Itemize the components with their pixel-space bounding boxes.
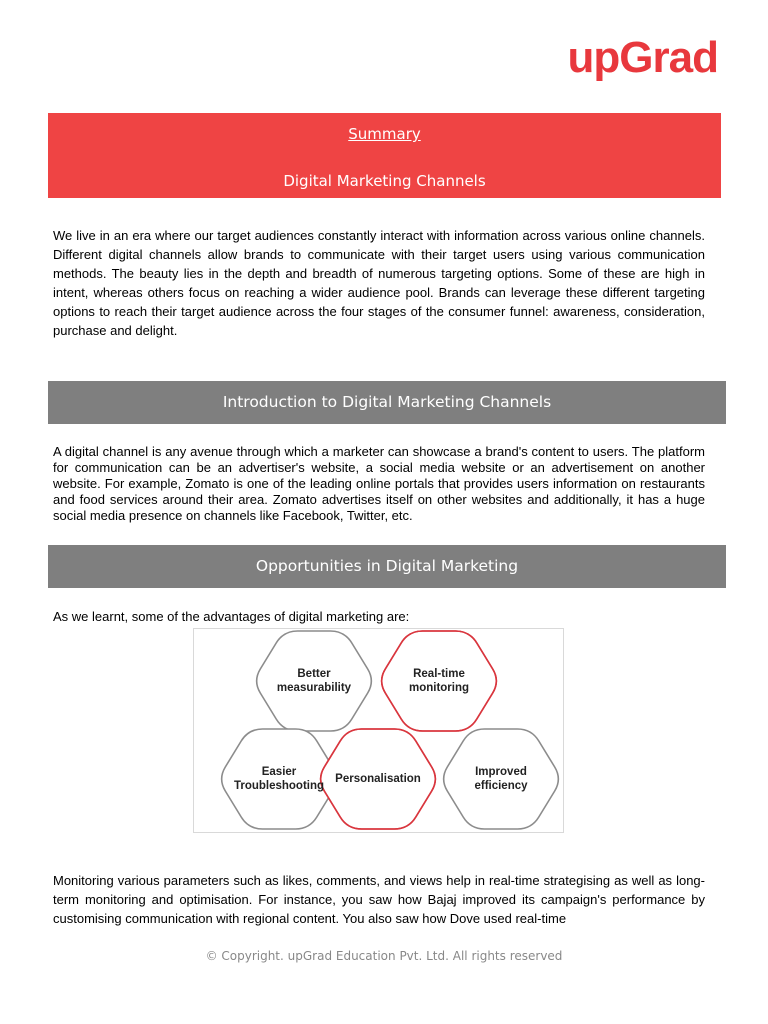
advantages-diagram	[193, 628, 564, 833]
opportunities-followup: Monitoring various parameters such as likes, comments, and views help in real-time strategising as well as long-term monitoring and optimisation. For instance, you saw how Bajaj improved its campaign's performance by customising communication with regional content. You also saw how Dove used real-time	[53, 873, 705, 926]
intro-paragraph: A digital channel is any avenue through which a marketer can showcase a brand's content to users. The platform for communication can be an advertiser's website, a social media website or an advertisement on another website. For example, Zomato is one of the leading online portals that provides users information on restaurants and food services around their area. Zomato advertises itself on other websites and additionally, it has a huge social media presence on channels like Facebook, Twitter, etc.	[53, 444, 705, 523]
advantage-label: Personalisation	[335, 773, 421, 785]
summary-title: Summary	[348, 125, 421, 143]
copyright-footer: © Copyright. upGrad Education Pvt. Ltd. All rights reserved	[205, 949, 563, 963]
advantage-label: Easier Troubleshooting	[233, 766, 325, 792]
opportunities-section-heading: Opportunities in Digital Marketing	[48, 545, 726, 588]
summary-subtitle: Digital Marketing Channels	[283, 172, 486, 190]
intro-section-heading: Introduction to Digital Marketing Channels	[48, 381, 726, 424]
upgrad-logo: upGrad	[567, 33, 718, 82]
advantage-label: Improved efficiency	[474, 766, 528, 792]
summary-paragraph: We live in an era where our target audiences constantly interact with information across various online channels. Different digital channels allow brands to communicate with their target users using various communication methods. The beauty lies in the depth and breadth of numerous targeting options. Some of these are high in intent, whereas others focus on reaching a wider audience pool. Brands can leverage these different targeting options to reach their target audience across the four stages of the consumer funnel: awareness, consideration, purchase and delight.	[53, 228, 705, 338]
summary-banner	[48, 113, 721, 198]
advantage-label: Real-time monitoring	[408, 668, 470, 694]
advantage-label: Better measurability	[276, 668, 352, 694]
opportunities-lead: As we learnt, some of the advantages of digital marketing are:	[53, 609, 410, 624]
